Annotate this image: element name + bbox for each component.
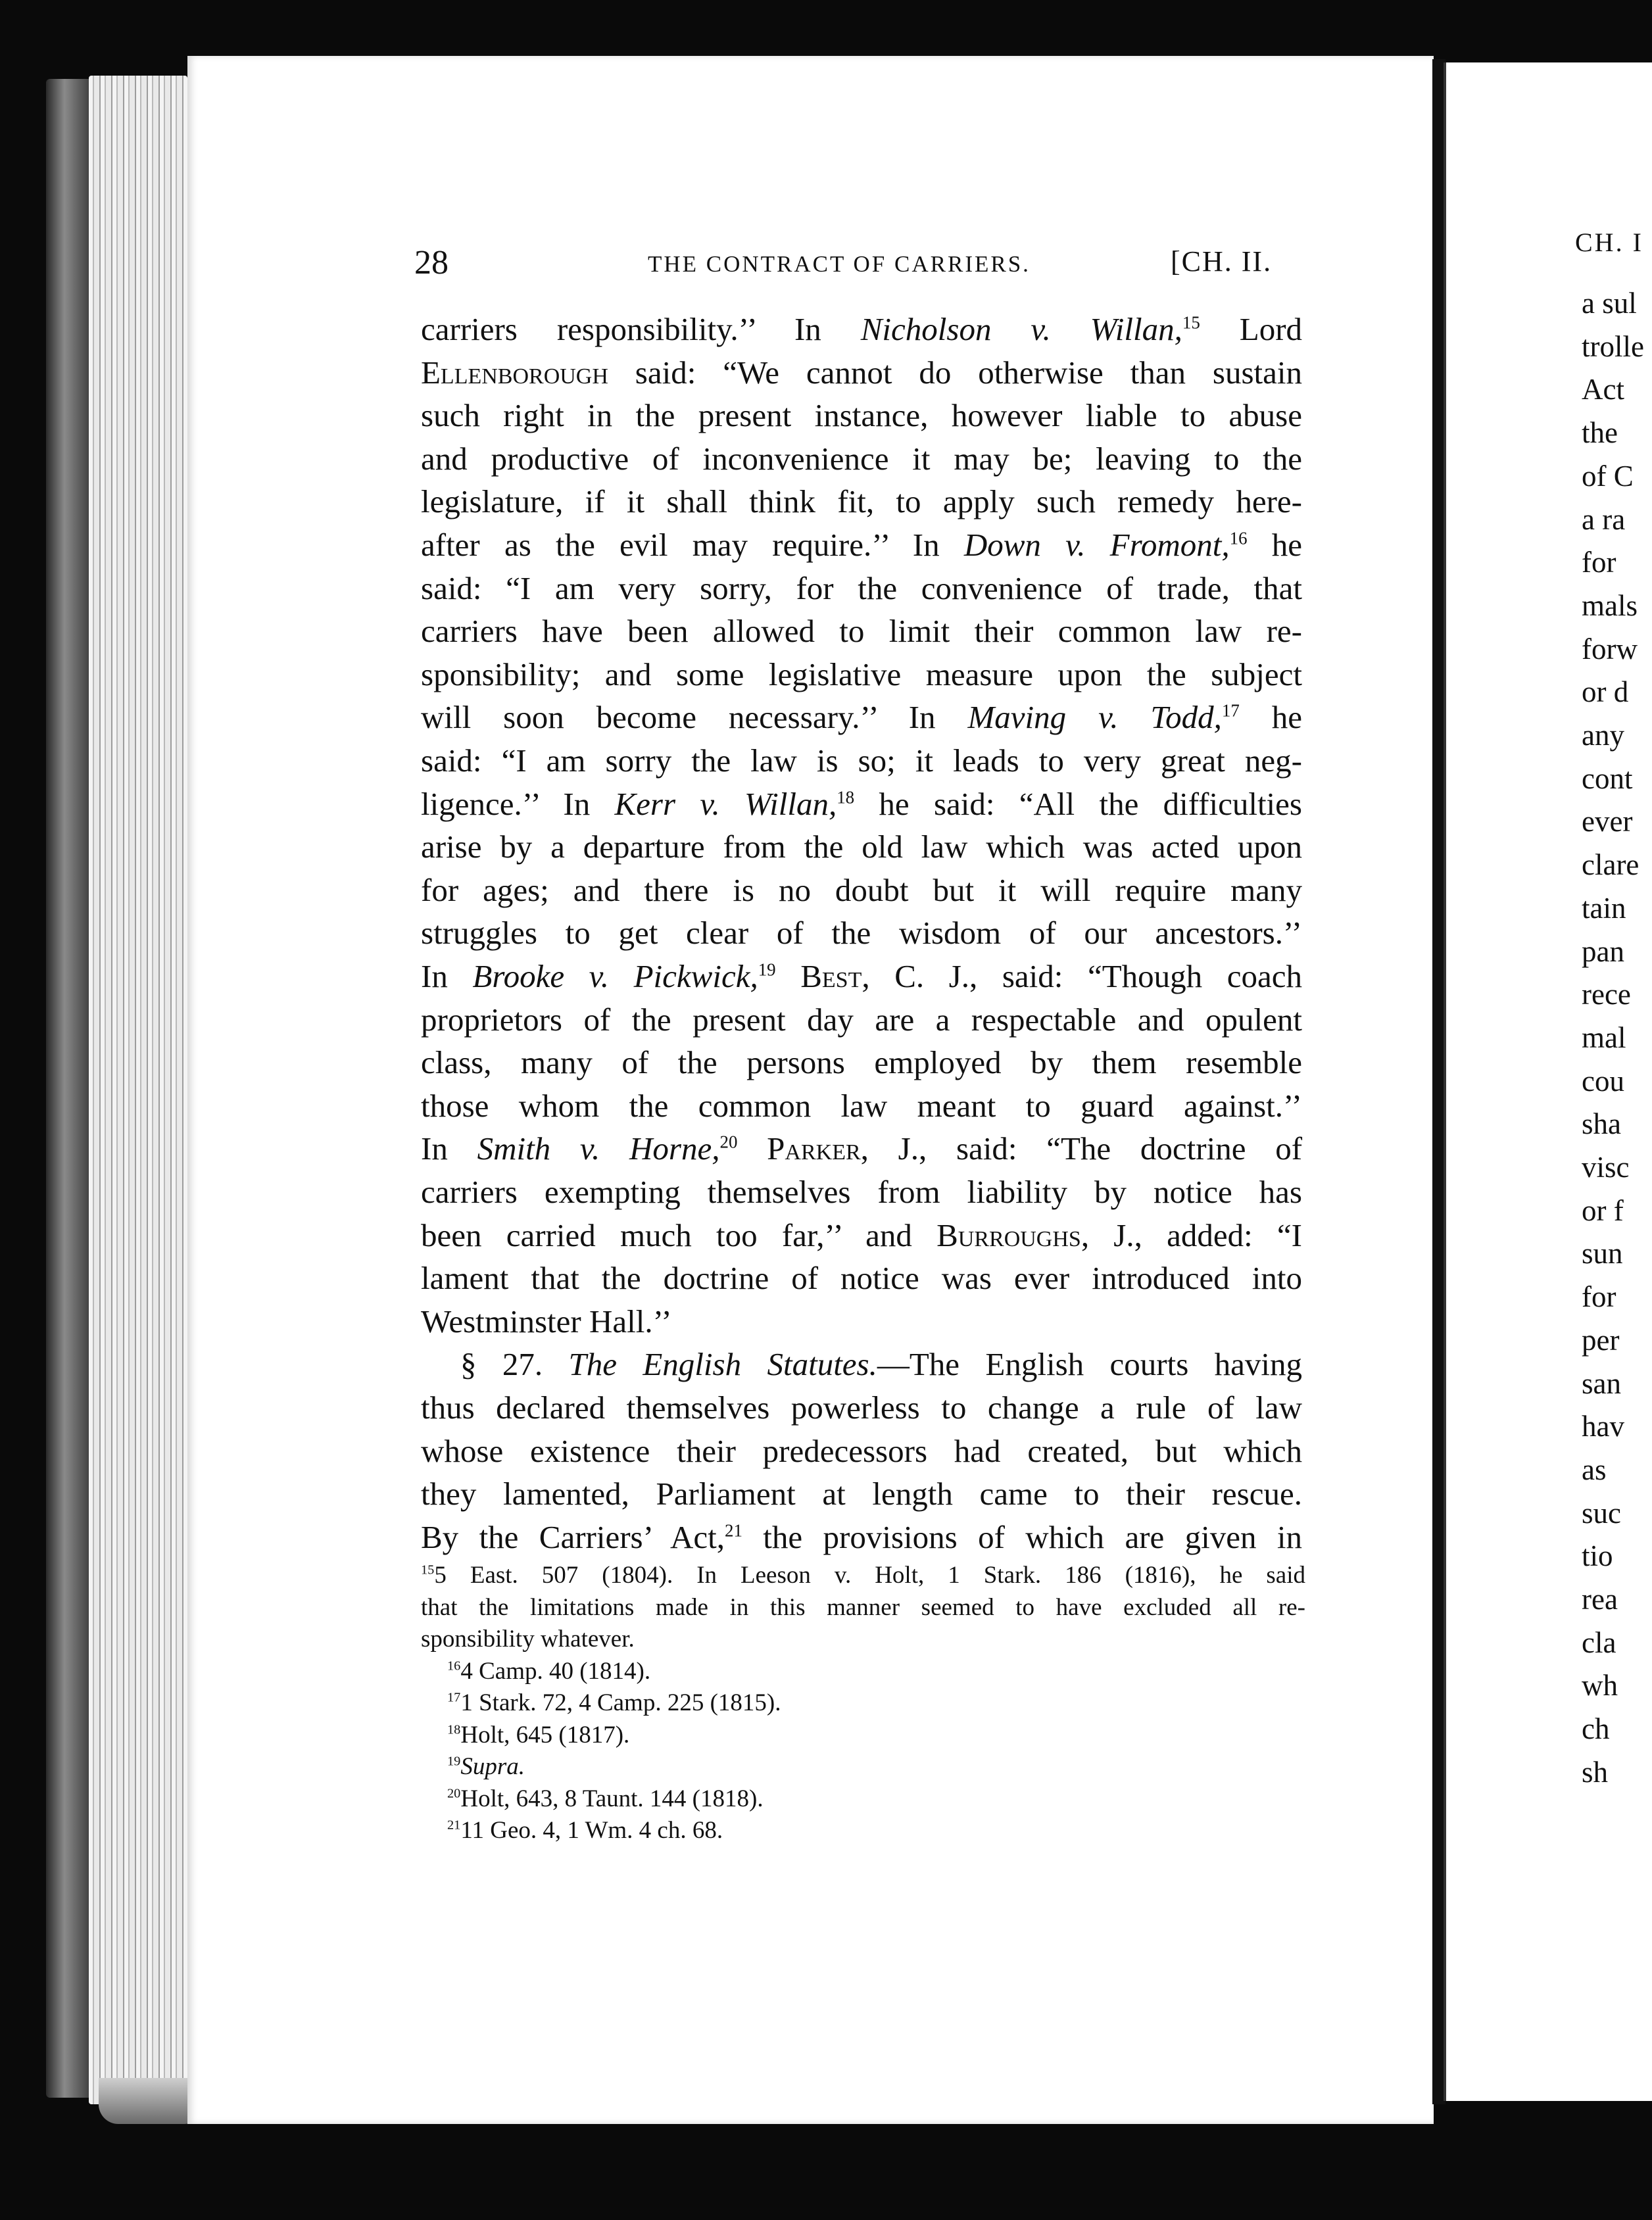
text-run: he xyxy=(1239,699,1303,736)
text-run: , J., added: “I xyxy=(1081,1217,1303,1253)
footnote-line xyxy=(447,1687,1332,1718)
facing-line: any xyxy=(1582,719,1624,752)
text-run: will soon become necessary.’’ In xyxy=(421,699,968,736)
body-line xyxy=(460,1344,1302,1385)
body-line xyxy=(421,870,1302,911)
text-run: said: “I am sorry the law is so; it leads to very great neg- xyxy=(421,742,1302,779)
facing-line: cont xyxy=(1582,761,1633,795)
facing-line: sha xyxy=(1582,1107,1621,1141)
text-run: carriers have been allowed to limit their common law re- xyxy=(421,613,1302,650)
facing-line: clare xyxy=(1582,848,1640,882)
facing-line: a ra xyxy=(1582,502,1626,536)
text-run: the provisions of which are given in xyxy=(742,1518,1302,1555)
text-run: lament that the doctrine of notice was ever introduced into xyxy=(421,1260,1302,1297)
text-run: ligence.’’ In xyxy=(421,785,615,822)
text-run: sponsibility whatever. xyxy=(421,1626,635,1653)
footnote-ref: 15 xyxy=(421,1562,435,1578)
facing-line: for xyxy=(1582,1280,1616,1314)
book-spine-edge xyxy=(46,79,92,2098)
text-run: In xyxy=(421,1130,477,1167)
footnote-line xyxy=(447,1783,1332,1814)
text-run: legislature, if it shall think fit, to apply such remedy here- xyxy=(421,483,1302,520)
text-run: 5 East. 507 (1804). In Leeson v. Holt, 1 Stark. 186 (1816), he said xyxy=(434,1562,1305,1589)
text-run: said: “We cannot do otherwise than sustain xyxy=(608,354,1302,391)
facing-line: sun xyxy=(1582,1237,1623,1270)
page-number: 28 xyxy=(414,244,449,281)
facing-line: trolle xyxy=(1582,329,1644,363)
body-line xyxy=(421,1215,1302,1256)
text-run: arise by a departure from the old law which was acted upon xyxy=(421,829,1302,865)
facing-line: mals xyxy=(1582,589,1638,622)
facing-line: tain xyxy=(1582,891,1626,925)
footnote-ref: 19 xyxy=(447,1754,461,1769)
body-line xyxy=(421,439,1302,479)
body-line xyxy=(421,956,1302,997)
text-run: after as the evil may require.’’ In xyxy=(421,527,964,563)
facing-line: cou xyxy=(1582,1064,1624,1098)
body-line xyxy=(421,1517,1302,1558)
facing-line: rea xyxy=(1582,1583,1618,1616)
text-run: , J., said: “The doctrine of xyxy=(860,1130,1303,1167)
text-run: been carried much too far,’’ and xyxy=(421,1217,937,1253)
text-run: carriers responsibility.’’ In xyxy=(421,311,861,347)
text-run: thus declared themselves powerless to change a rule of law xyxy=(421,1389,1302,1426)
text-run: sponsibility; and some legislative measure upon the subject xyxy=(421,656,1302,692)
text-run: Lord xyxy=(1200,311,1303,347)
text-run: carriers exempting themselves from liability by notice has xyxy=(421,1174,1302,1210)
text-run: struggles to get clear of the wisdom of our ancestors.’’ xyxy=(421,915,1302,952)
text-run: class, many of the persons employed by them resemble xyxy=(421,1044,1302,1081)
text-run: he xyxy=(1247,527,1302,563)
body-line xyxy=(421,1301,1302,1342)
facing-line: rece xyxy=(1582,978,1631,1011)
text-run: Westminster Hall.’’ xyxy=(421,1303,672,1339)
body-line xyxy=(421,1474,1302,1514)
footnote-line xyxy=(421,1560,1305,1591)
text-run: Holt, 645 (1817). xyxy=(460,1721,630,1749)
small-caps-name: Burroughs xyxy=(936,1217,1081,1253)
body-line xyxy=(421,568,1302,609)
body-line xyxy=(421,481,1302,522)
facing-line: wh xyxy=(1582,1669,1618,1702)
facing-line: forw xyxy=(1582,632,1638,665)
text-run: that the limitations made in this manner seemed to have excluded all re- xyxy=(421,1593,1305,1621)
footnote-ref: 20 xyxy=(719,1132,738,1153)
facing-line: Act xyxy=(1582,373,1624,406)
body-line xyxy=(421,309,1302,350)
text-run: they lamented, Parliament at length came to their rescue. xyxy=(421,1476,1302,1512)
body-line xyxy=(421,1172,1302,1213)
text-run xyxy=(737,1130,767,1167)
footnote-line xyxy=(421,1624,1305,1654)
footnote-ref: 16 xyxy=(1229,528,1248,548)
facing-line: hav xyxy=(1582,1410,1624,1443)
text-run: By the Carriers’ Act, xyxy=(421,1518,725,1555)
footnote-line xyxy=(447,1815,1332,1846)
italic-text: Maving v. Todd, xyxy=(967,699,1222,736)
text-run: 1 Stark. 72, 4 Camp. 225 (1815). xyxy=(460,1689,781,1716)
body-line xyxy=(421,784,1302,825)
footnote-ref: 20 xyxy=(447,1786,461,1801)
small-caps-name: Ellenborough xyxy=(421,354,608,391)
text-run: those whom the common law meant to guard against.’’ xyxy=(421,1087,1302,1124)
facing-line: suc xyxy=(1582,1496,1621,1530)
text-run: , C. J., said: “Though coach xyxy=(862,958,1302,994)
text-run: for ages; and there is no doubt but it will require many xyxy=(421,871,1302,908)
running-title: THE CONTRACT OF CARRIERS. xyxy=(648,251,1031,277)
text-run xyxy=(776,958,801,994)
facing-line: pan xyxy=(1582,934,1624,968)
body-line xyxy=(421,654,1302,695)
text-run: he said: “All the difficulties xyxy=(854,785,1302,822)
text-run: § 27. xyxy=(460,1346,569,1383)
footnote-ref: 18 xyxy=(447,1722,461,1737)
facing-line: san xyxy=(1582,1366,1621,1400)
body-line xyxy=(421,1431,1302,1472)
small-caps-name: Parker xyxy=(767,1130,861,1167)
text-run: In xyxy=(421,958,473,994)
facing-line: of C xyxy=(1582,459,1634,493)
footnote-ref: 18 xyxy=(837,787,855,808)
facing-line: ch xyxy=(1582,1712,1610,1746)
footnote-ref: 21 xyxy=(447,1818,461,1833)
body-line xyxy=(421,1000,1302,1040)
italic-text: Kerr v. Willan, xyxy=(614,785,837,822)
text-run: —The English courts having xyxy=(877,1346,1302,1383)
facing-page-header: CH. I xyxy=(1575,228,1643,257)
facing-line: visc xyxy=(1582,1151,1630,1184)
body-line xyxy=(421,525,1302,566)
footnote-ref: 21 xyxy=(724,1520,742,1541)
body-line xyxy=(421,1388,1302,1428)
facing-line: tio xyxy=(1582,1539,1613,1573)
text-run: whose existence their predecessors had created, but which xyxy=(421,1432,1302,1469)
italic-text: Smith v. Horne, xyxy=(477,1130,720,1167)
footnote-ref: 15 xyxy=(1182,312,1200,333)
footnote-line xyxy=(447,1751,1332,1782)
body-line xyxy=(421,611,1302,652)
body-line xyxy=(421,697,1302,738)
chapter-reference: [CH. II. xyxy=(1171,245,1273,278)
facing-line: for xyxy=(1582,546,1616,579)
italic-text: Nicholson v. Willan, xyxy=(860,311,1182,347)
text-run: 11 Geo. 4, 1 Wm. 4 ch. 68. xyxy=(460,1817,723,1844)
body-line xyxy=(421,352,1302,393)
text-run: Holt, 643, 8 Taunt. 144 (1818). xyxy=(460,1785,764,1812)
body-line xyxy=(421,1128,1302,1169)
text-run: proprietors of the present day are a respectable and opulent xyxy=(421,1001,1302,1038)
footnote-ref: 19 xyxy=(758,959,776,980)
footnote-ref: 17 xyxy=(1221,701,1240,721)
body-line xyxy=(421,740,1302,781)
text-run: and productive of inconvenience it may be; leaving to the xyxy=(421,440,1302,477)
facing-line: sh xyxy=(1582,1755,1609,1789)
facing-line: a sul xyxy=(1582,287,1637,320)
small-caps-name: Best xyxy=(800,958,862,994)
facing-line: or f xyxy=(1582,1194,1624,1227)
facing-line: as xyxy=(1582,1453,1607,1486)
facing-line: ever xyxy=(1582,805,1633,838)
facing-line: or d xyxy=(1582,675,1629,709)
footnote-line xyxy=(447,1656,1332,1687)
footnote-line xyxy=(447,1720,1332,1750)
body-line xyxy=(421,395,1302,436)
footnote-ref: 17 xyxy=(447,1690,461,1705)
text-run: 4 Camp. 40 (1814). xyxy=(460,1657,651,1685)
footnote-ref: 16 xyxy=(447,1658,461,1674)
body-line xyxy=(421,827,1302,867)
page-stack-edge xyxy=(89,76,187,2104)
footnote-line xyxy=(421,1592,1305,1623)
body-line xyxy=(421,1086,1302,1126)
body-line xyxy=(421,1042,1302,1083)
facing-line: the xyxy=(1582,416,1618,450)
body-line xyxy=(421,913,1302,953)
italic-text: Brooke v. Pickwick, xyxy=(472,958,758,994)
facing-line: mal xyxy=(1582,1021,1626,1054)
italic-text: Supra. xyxy=(460,1753,525,1780)
facing-line: per xyxy=(1582,1323,1620,1357)
text-run: such right in the present instance, however liable to abuse xyxy=(421,397,1302,434)
facing-line: cla xyxy=(1582,1626,1616,1659)
text-run: said: “I am very sorry, for the convenience of trade, that xyxy=(421,569,1302,606)
italic-text: The English Statutes. xyxy=(568,1346,877,1383)
body-line xyxy=(421,1258,1302,1299)
italic-text: Down v. Fromont, xyxy=(963,527,1230,563)
